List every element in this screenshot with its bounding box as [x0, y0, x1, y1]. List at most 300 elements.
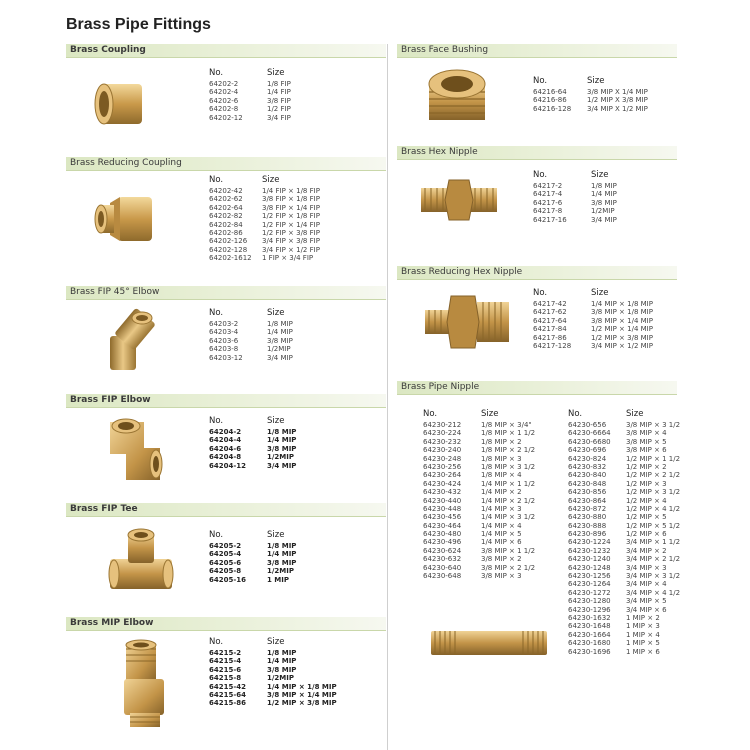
part-size: 1/8 MIP	[267, 428, 297, 436]
part-size: 1/8 MIP	[267, 649, 297, 657]
section-pipe-nipple	[397, 381, 681, 746]
part-number: 64205-4	[209, 550, 242, 559]
part-number: 64217-6	[533, 198, 563, 207]
part-size: 3/4 FIP	[267, 113, 291, 122]
part-number: 64202-62	[209, 195, 243, 204]
part-size: 3/8 MIP	[267, 336, 293, 345]
part-number: 64230-648	[423, 572, 462, 581]
part-number: 64202-1612	[209, 254, 252, 263]
part-size: 1/2 MIP × 1 1/2	[626, 454, 681, 463]
part-number: 64202-64	[209, 203, 243, 212]
part-size: 1/4 FIP × 1/8 FIP	[262, 187, 320, 195]
part-size: 3/4 MIP	[267, 353, 293, 362]
part-number: 64230-424	[423, 479, 462, 488]
table-row	[423, 572, 563, 580]
part-number: 64230-1296	[568, 605, 611, 614]
part-number: 64230-1256	[568, 572, 611, 581]
table-row	[209, 345, 369, 353]
section-header	[397, 266, 677, 280]
table-row	[209, 649, 379, 657]
section-title: Brass Reducing Hex Nipple	[401, 267, 523, 277]
part-size: 1/2MIP	[591, 207, 615, 216]
section-header	[397, 381, 677, 395]
part-size: 1/4 MIP × 2 1/2	[481, 496, 536, 505]
part-number: 64203-8	[209, 345, 239, 354]
part-size: 1/8 MIP × 3	[481, 454, 522, 463]
table-row	[423, 429, 563, 437]
part-size: 3/8 MIP × 2 1/2	[481, 563, 536, 572]
reducing-coupling-table: No. Size 64202-42 1/4 FIP × 1/8 FIP 64202-62 3/8 FIP × 1/8 FIP 64202-64 3/8 FIP × 1/4 FIP 64202-82 1/2 FIP × 1/8 FIP 64202-84 1/2 FIP × 1/4 FIP 64202-86 1/2 FIP × 3/8 FIP 64202-126 3/4 FIP × 3/8 FIP 64202-128 3/4 FIP × 1/2 FIP 64202-1612 1 FIP × 3/4 FIP	[209, 175, 379, 263]
part-number: 64204-6	[209, 444, 242, 453]
fip45-elbow-table: No. Size 64203-2 1/8 MIP 64203-4 1/4 MIP 64203-6 3/8 MIP 64203-8 1/2MIP 64203-12 3/4 MIP	[209, 308, 369, 362]
part-size: 1 MIP	[267, 575, 290, 584]
part-size: 1/2 FIP	[267, 105, 291, 114]
section-header	[66, 394, 386, 408]
table-row	[209, 691, 379, 699]
table-row	[533, 199, 673, 207]
table-row	[568, 505, 688, 513]
part-number: 64230-1696	[568, 647, 611, 656]
face-bushing-table: No. Size 64216-64 3/8 MIP X 1/4 MIP 64216-86 1/2 MIP X 3/8 MIP 64216-128 3/4 MIP X 1/2 MIP	[533, 76, 683, 113]
part-number: 64204-4	[209, 436, 242, 445]
part-size: 1/2 MIP × 3	[626, 479, 667, 488]
table-row	[423, 530, 563, 538]
table-row	[209, 674, 379, 682]
section-header	[66, 503, 386, 517]
part-size: 1/8 MIP × 3/4"	[481, 421, 532, 429]
part-size: 1/2 MIP × 3 1/2	[626, 488, 681, 497]
table-row	[568, 497, 688, 505]
table-row	[423, 438, 563, 446]
part-number: 64202-84	[209, 220, 243, 229]
part-size: 3/8 MIP × 1/8 MIP	[591, 308, 653, 317]
table-row	[568, 421, 688, 429]
part-number: 64204-12	[209, 461, 246, 470]
part-number: 64217-84	[533, 325, 567, 334]
table-row	[568, 597, 688, 605]
table-row	[209, 453, 369, 461]
table-row	[209, 187, 379, 195]
table-row	[209, 204, 379, 212]
table-row	[209, 221, 379, 229]
section-header	[66, 286, 386, 300]
table-row	[209, 320, 369, 328]
part-size: 1/8 MIP	[591, 182, 617, 190]
brass-45-elbow-photo	[102, 306, 158, 376]
part-number: 64230-1248	[568, 563, 611, 572]
table-row	[209, 246, 379, 254]
brass-reducing-coupling-photo	[92, 191, 158, 247]
table-row	[568, 606, 688, 614]
part-number: 64230-232	[423, 437, 462, 446]
part-size: 3/4 MIP	[591, 215, 617, 224]
table-row	[568, 455, 688, 463]
part-size: 1/2 MIP × 5 1/2	[626, 521, 681, 530]
table-row	[568, 547, 688, 555]
part-number: 64230-880	[568, 513, 607, 522]
part-number: 64230-1680	[568, 639, 611, 648]
part-size: 3/8 MIP × 4	[626, 429, 667, 438]
part-number: 64230-824	[568, 454, 607, 463]
table-row	[533, 300, 683, 308]
part-number: 64230-1232	[568, 546, 611, 555]
table-row	[423, 463, 563, 471]
section-reducing-hex-nipple	[397, 266, 677, 378]
part-number: 64205-6	[209, 558, 242, 567]
part-number: 64203-4	[209, 328, 239, 337]
part-size: 1/2 MIP X 3/8 MIP	[587, 96, 648, 105]
part-size: 1/2 MIP × 5	[626, 513, 667, 522]
part-size: 1/8 MIP	[267, 320, 293, 328]
part-size: 1/2 MIP × 2	[626, 462, 667, 471]
part-size: 1/8 MIP × 4	[481, 471, 522, 480]
part-size: 3/8 MIP	[267, 444, 297, 453]
part-size: 1/2MIP	[267, 345, 291, 354]
part-size: 1/2 MIP × 1/4 MIP	[591, 325, 653, 334]
brass-pipe-nipple-photo	[427, 625, 551, 661]
part-size: 3/8 MIP	[267, 558, 297, 567]
table-row	[423, 421, 563, 429]
part-size: 1/4 MIP	[267, 550, 297, 559]
part-size: 1/8 MIP × 2 1/2	[481, 446, 536, 455]
table-row	[209, 462, 369, 470]
part-size: 3/4 MIP × 3	[626, 563, 667, 572]
part-number: 64230-872	[568, 504, 607, 513]
table-row	[568, 480, 688, 488]
part-number: 64230-832	[568, 462, 607, 471]
brass-fip-tee-photo	[106, 525, 176, 597]
part-size: 3/4 MIP × 2	[626, 546, 667, 555]
table-row	[568, 589, 688, 597]
table-row	[568, 631, 688, 639]
table-row	[423, 488, 563, 496]
part-size: 3/8 MIP × 3	[481, 572, 522, 581]
table-row	[209, 428, 369, 436]
part-size: 1/2 MIP × 4	[626, 496, 667, 505]
page-title: Brass Pipe Fittings	[66, 16, 211, 33]
part-number: 64204-8	[209, 453, 242, 462]
part-number: 64230-896	[568, 530, 607, 539]
brass-coupling-photo	[92, 78, 150, 130]
section-title: Brass Hex Nipple	[401, 147, 478, 157]
part-number: 64216-128	[533, 104, 572, 113]
part-number: 64230-1224	[568, 538, 611, 547]
part-number: 64202-42	[209, 187, 243, 195]
pipe-nipple-table-right: No. Size 64230-656 3/8 MIP × 3 1/2 64230-6664 3/8 MIP × 4 64230-6680 3/8 MIP × 5 64230-696 3/8 MIP × 6 64230-824 1/2 MIP × 1 1/2 64230-832 1/2 MIP × 2 64230-840 1/2 MIP × 2 1/2 64230-848 1/2 MIP × 3 64230-856 1/2 MIP × 3 1/2 64230-864 1/2 MIP × 4 64230-872 1/2 MIP × 4 1/2 64230-880 1/2 MIP × 5 64230-888 1/2 MIP × 5 1/2 64230-896 1/2 MIP × 6 64230-1224 3/4 MIP × 1 1/2 64230-1232 3/4 MIP × 2 64230-1240 3/4 MIP × 2 1/2 64230-1248 3/4 MIP × 3 64230-1256 3/4 MIP × 3 1/2 64230-1264 3/4 MIP × 4 64230-1272 3/4 MIP × 4 1/2 64230-1280 3/4 MIP × 5 64230-1296 3/4 MIP × 6 64230-1632 1 MIP × 2 64230-1648 1 MIP × 3 64230-1664 1 MIP × 4 64230-1680 1 MIP × 5 64230-1696 1 MIP × 6	[568, 409, 688, 656]
section-title: Brass Reducing Coupling	[70, 158, 182, 168]
brass-mip-elbow-photo	[116, 639, 178, 729]
part-number: 64230-1272	[568, 588, 611, 597]
part-number: 64202-128	[209, 245, 248, 254]
part-size: 3/4 MIP × 4	[626, 580, 667, 589]
part-number: 64202-8	[209, 105, 239, 114]
table-row	[533, 207, 673, 215]
table-row	[209, 567, 369, 575]
table-row	[209, 88, 369, 96]
part-size: 1/2 MIP × 4 1/2	[626, 504, 681, 513]
part-number: 64202-2	[209, 80, 239, 88]
table-row	[209, 550, 369, 558]
part-number: 64205-2	[209, 542, 242, 550]
part-size: 1/8 MIP × 2	[481, 437, 522, 446]
table-row	[533, 182, 673, 190]
part-size: 3/4 MIP × 1/2 MIP	[591, 341, 653, 350]
part-number: 64230-1264	[568, 580, 611, 589]
part-size: 3/8 FIP × 1/4 FIP	[262, 203, 320, 212]
part-number: 64230-248	[423, 454, 462, 463]
table-row	[423, 564, 563, 572]
section-header	[66, 44, 386, 58]
table-row	[568, 429, 688, 437]
mip-elbow-table: No. Size 64215-2 1/8 MIP 64215-4 1/4 MIP 64215-6 3/8 MIP 64215-8 1/2MIP 64215-42 1/4 MIP × 1/8 MIP 64215-64 3/8 MIP × 1/4 MIP 64215-86 1/2 MIP × 3/8 MIP	[209, 637, 379, 708]
part-size: 1/4 MIP	[267, 436, 297, 445]
table-row	[568, 572, 688, 580]
part-number: 64203-6	[209, 336, 239, 345]
part-number: 64216-86	[533, 96, 567, 105]
part-size: 1/4 FIP	[267, 88, 291, 97]
section-header	[66, 617, 386, 631]
table-row	[209, 328, 369, 336]
part-size: 1/2MIP	[267, 674, 294, 683]
section-hex-nipple	[397, 146, 677, 266]
part-size: 3/8 MIP × 5	[626, 437, 667, 446]
table-row	[568, 564, 688, 572]
part-size: 1/4 MIP × 1 1/2	[481, 479, 536, 488]
part-number: 64204-2	[209, 428, 242, 436]
table-row	[423, 471, 563, 479]
section-fip45-elbow	[66, 286, 386, 386]
part-size: 3/8 MIP	[267, 665, 297, 674]
part-number: 64215-2	[209, 649, 242, 657]
table-row	[568, 614, 688, 622]
fip-tee-table: No. Size 64205-2 1/8 MIP 64205-4 1/4 MIP 64205-6 3/8 MIP 64205-8 1/2MIP 64205-16 1 MIP	[209, 530, 369, 584]
table-row	[533, 96, 683, 104]
part-size: 3/4 MIP X 1/2 MIP	[587, 104, 648, 113]
table-row	[209, 576, 369, 584]
part-number: 64230-496	[423, 538, 462, 547]
table-row	[568, 438, 688, 446]
table-row	[568, 622, 688, 630]
part-number: 64217-2	[533, 182, 563, 190]
table-row	[209, 436, 369, 444]
section-header	[66, 157, 386, 171]
part-number: 64230-6664	[568, 429, 611, 438]
table-row	[209, 666, 379, 674]
table-row	[209, 683, 379, 691]
part-number: 64230-624	[423, 546, 462, 555]
column-divider	[387, 44, 388, 750]
part-number: 64217-8	[533, 207, 563, 216]
part-size: 1/2 FIP × 3/8 FIP	[262, 228, 320, 237]
table-row	[568, 446, 688, 454]
table-row	[568, 648, 688, 656]
section-title: Brass FIP Tee	[70, 504, 138, 514]
table-row	[209, 657, 379, 665]
table-row	[209, 542, 369, 550]
table-row	[423, 555, 563, 563]
table-row	[533, 216, 673, 224]
part-number: 64230-240	[423, 446, 462, 455]
part-size: 1/4 MIP × 3 1/2	[481, 513, 536, 522]
part-number: 64202-126	[209, 237, 248, 246]
part-number: 64230-1240	[568, 555, 611, 564]
brass-face-bushing-photo	[421, 62, 493, 128]
table-row	[568, 471, 688, 479]
part-size: 3/4 MIP × 6	[626, 605, 667, 614]
part-number: 64202-6	[209, 96, 239, 105]
part-number: 64217-64	[533, 316, 567, 325]
section-face-bushing	[397, 44, 677, 144]
part-number: 64230-640	[423, 563, 462, 572]
part-number: 64230-840	[568, 471, 607, 480]
pipe-nipple-table-left: No. Size 64230-212 1/8 MIP × 3/4" 64230-224 1/8 MIP × 1 1/2 64230-232 1/8 MIP × 2 64230-240 1/8 MIP × 2 1/2 64230-248 1/8 MIP × 3 64230-256 1/8 MIP × 3 1/2 64230-264 1/8 MIP × 4 64230-424 1/4 MIP × 1 1/2 64230-432 1/4 MIP × 2 64230-440 1/4 MIP × 2 1/2 64230-448 1/4 MIP × 3 64230-456 1/4 MIP × 3 1/2 64230-464 1/4 MIP × 4 64230-480 1/4 MIP × 5 64230-496 1/4 MIP × 6 64230-624 3/8 MIP × 1 1/2 64230-632 3/8 MIP × 2 64230-640 3/8 MIP × 2 1/2 64230-648 3/8 MIP × 3	[423, 409, 563, 580]
table-row	[568, 538, 688, 546]
part-number: 64230-440	[423, 496, 462, 505]
part-size: 3/8 MIP × 2	[481, 555, 522, 564]
table-row	[209, 229, 379, 237]
part-number: 64230-696	[568, 446, 607, 455]
part-size: 3/4 FIP × 3/8 FIP	[262, 237, 320, 246]
table-row	[209, 80, 369, 88]
part-number: 64230-448	[423, 504, 462, 513]
part-size: 1/4 MIP × 4	[481, 521, 522, 530]
part-number: 64215-6	[209, 665, 242, 674]
part-number: 64217-42	[533, 300, 567, 308]
part-number: 64216-64	[533, 88, 567, 96]
part-size: 3/4 MIP × 2 1/2	[626, 555, 681, 564]
part-number: 64230-464	[423, 521, 462, 530]
brass-reducing-hex-nipple-photo	[421, 292, 511, 352]
part-number: 64217-4	[533, 190, 563, 199]
table-row	[423, 497, 563, 505]
section-reducing-coupling	[66, 157, 386, 282]
part-size: 1/4 MIP	[267, 657, 297, 666]
part-number: 64230-864	[568, 496, 607, 505]
brass-hex-nipple-photo	[417, 176, 501, 224]
part-size: 1/2 MIP × 3/8 MIP	[591, 333, 653, 342]
part-number: 64217-62	[533, 308, 567, 317]
table-row	[533, 317, 683, 325]
part-size: 1/2MIP	[267, 453, 294, 462]
part-number: 64230-656	[568, 421, 607, 429]
table-row	[209, 105, 369, 113]
part-size: 3/4 MIP × 5	[626, 597, 667, 606]
section-title: Brass FIP Elbow	[70, 395, 151, 405]
part-size: 1/2 MIP × 2 1/2	[626, 471, 681, 480]
part-size: 3/8 MIP × 1 1/2	[481, 546, 536, 555]
section-fip-tee	[66, 503, 386, 611]
part-number: 64215-42	[209, 682, 246, 691]
part-number: 64215-8	[209, 674, 242, 683]
part-size: 1 MIP × 5	[626, 639, 660, 648]
section-mip-elbow	[66, 617, 386, 745]
table-row	[209, 195, 379, 203]
coupling-table: No. Size 64202-2 1/8 FIP 64202-4 1/4 FIP 64202-6 3/8 FIP 64202-8 1/2 FIP 64202-12 3/4 FIP	[209, 68, 369, 122]
brass-fip-elbow-photo	[104, 416, 166, 484]
section-header	[397, 44, 677, 58]
table-row	[533, 105, 683, 113]
part-number: 64202-86	[209, 228, 243, 237]
table-row	[533, 325, 683, 333]
part-number: 64230-1648	[568, 622, 611, 631]
part-number: 64230-1280	[568, 597, 611, 606]
part-number: 64230-1632	[568, 613, 611, 622]
table-row	[568, 488, 688, 496]
part-number: 64230-264	[423, 471, 462, 480]
table-row	[568, 522, 688, 530]
table-row	[209, 354, 369, 362]
table-row	[533, 190, 673, 198]
table-row	[568, 555, 688, 563]
part-size: 1 MIP × 4	[626, 630, 660, 639]
table-row	[423, 513, 563, 521]
table-row	[209, 559, 369, 567]
part-size: 3/8 MIP × 1/4 MIP	[591, 316, 653, 325]
part-number: 64215-64	[209, 690, 246, 699]
part-number: 64230-224	[423, 429, 462, 438]
part-number: 64230-632	[423, 555, 462, 564]
table-row	[568, 580, 688, 588]
table-row	[209, 445, 369, 453]
section-title: Brass Pipe Nipple	[401, 382, 480, 392]
part-size: 1/2MIP	[267, 567, 294, 576]
part-number: 64230-888	[568, 521, 607, 530]
part-size: 1/2 MIP × 6	[626, 530, 667, 539]
table-row	[209, 237, 379, 245]
part-number: 64205-16	[209, 575, 246, 584]
part-size: 1/4 MIP × 1/8 MIP	[267, 682, 337, 691]
part-number: 64230-256	[423, 462, 462, 471]
part-size: 1 MIP × 6	[626, 647, 660, 656]
section-header	[397, 146, 677, 160]
part-size: 1/4 MIP	[591, 190, 617, 199]
part-number: 64230-480	[423, 530, 462, 539]
part-size: 1/4 MIP × 2	[481, 488, 522, 497]
table-row	[209, 212, 379, 220]
table-row	[209, 699, 379, 707]
part-size: 3/4 MIP × 1 1/2	[626, 538, 681, 547]
table-row	[533, 342, 683, 350]
table-row	[209, 114, 369, 122]
part-number: 64205-8	[209, 567, 242, 576]
part-size: 1 FIP × 3/4 FIP	[262, 254, 314, 263]
part-size: 1/8 MIP	[267, 542, 297, 550]
part-size: 3/4 FIP × 1/2 FIP	[262, 245, 320, 254]
table-row	[423, 480, 563, 488]
part-number: 64230-432	[423, 488, 462, 497]
part-size: 1/2 FIP × 1/4 FIP	[262, 220, 320, 229]
part-size: 1/8 FIP	[267, 80, 291, 88]
table-row	[533, 334, 683, 342]
part-size: 1/2 FIP × 1/8 FIP	[262, 212, 320, 221]
part-size: 3/8 MIP × 6	[626, 446, 667, 455]
part-number: 64230-848	[568, 479, 607, 488]
part-number: 64203-2	[209, 320, 239, 328]
part-number: 64217-128	[533, 341, 572, 350]
part-size: 3/8 FIP	[267, 96, 291, 105]
part-number: 64230-6680	[568, 437, 611, 446]
part-size: 1/8 MIP × 1 1/2	[481, 429, 536, 438]
part-number: 64203-12	[209, 353, 243, 362]
part-number: 64230-456	[423, 513, 462, 522]
table-row	[209, 337, 369, 345]
table-row	[209, 254, 379, 262]
part-size: 1 MIP × 2	[626, 613, 660, 622]
part-number: 64230-856	[568, 488, 607, 497]
table-row	[533, 88, 683, 96]
table-row	[533, 308, 683, 316]
part-size: 1/4 MIP × 6	[481, 538, 522, 547]
